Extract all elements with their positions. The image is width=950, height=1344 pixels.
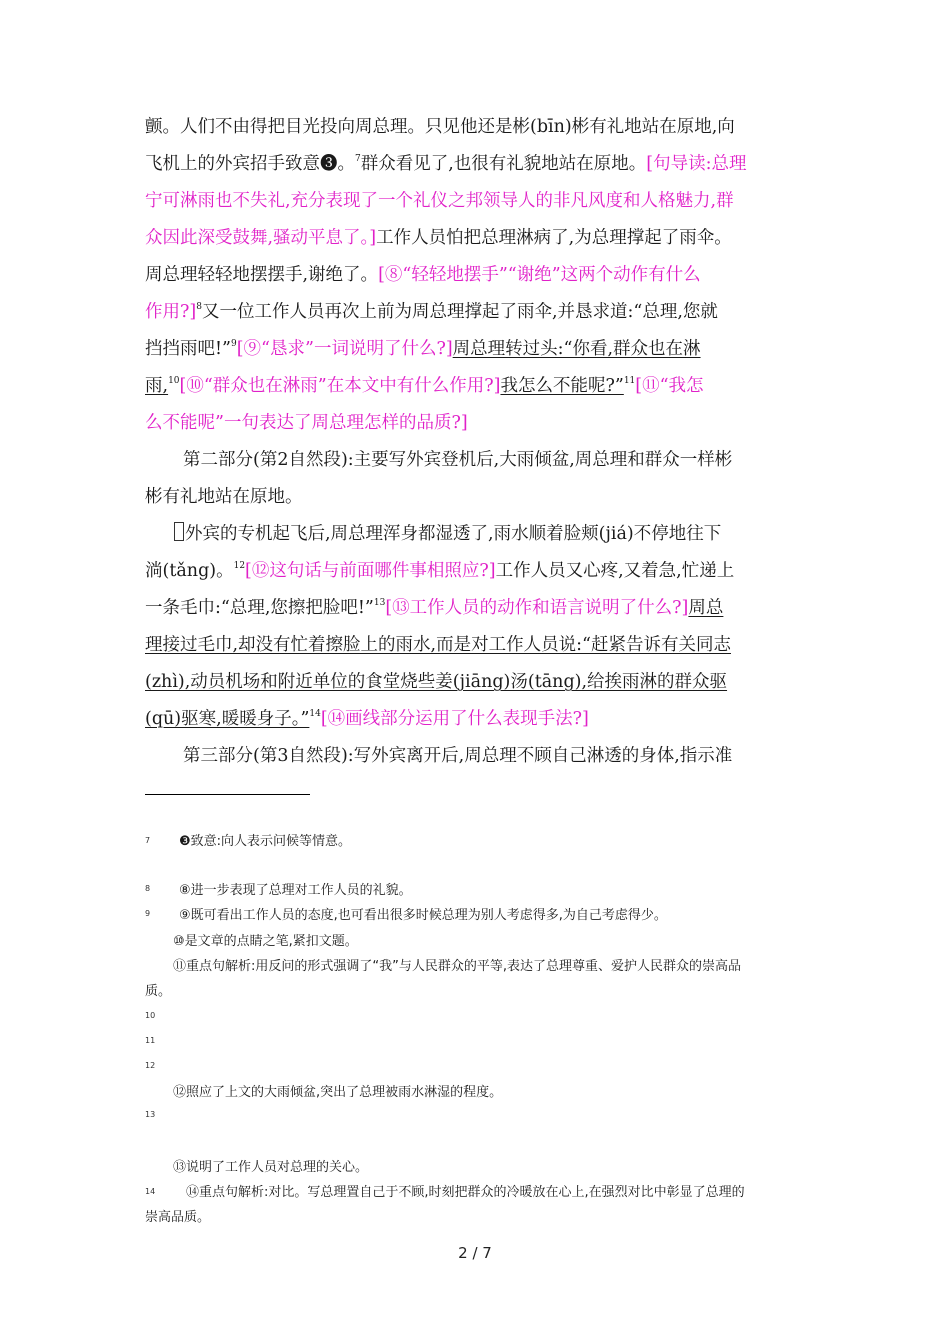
body-line-11: 彬有礼地站在原地。 [145, 487, 303, 507]
body-line-12: 外宾的专机起飞后,周总理浑身都湿透了,雨水顺着脸颊(jiá)不停地往下 [174, 522, 844, 546]
body-line-14: 一条毛巾:“总理,您擦把脸吧!”$^{13}$[⑬工作人员的动作和语言说明了什么?]周总 [145, 598, 724, 618]
footnote-8: ⑧进一步表现了总理对工作人员的礼貌。 [179, 883, 412, 898]
question-12: [⑫这句话与前面哪件事相照应?] [245, 561, 496, 581]
page-number: 2 / 7 [458, 1244, 492, 1262]
question-13: [⑬工作人员的动作和语言说明了什么?] [385, 598, 689, 618]
missing-glyph-box [174, 522, 184, 541]
body-line-13: 淌(tǎng)。$^{12}$[⑫这句话与前面哪件事相照应?]工作人员又心疼,又着急,忙递上 [145, 561, 735, 581]
body-line-16: (zhì),动员机场和附近单位的食堂烧些姜(jiāng)汤(tāng),给挨雨淋的群众驱 [145, 672, 728, 692]
question-9: [⑨“恳求”一词说明了什么?] [236, 339, 453, 359]
section-3-summary: 第三部分(第3自然段):写外宾离开后,周总理不顾自己淋透的身体,指示准 [183, 746, 733, 766]
guide-annotation: [句导读:总理 [646, 154, 747, 174]
body-line-17: (qū)驱寒,暖暖身子。”$^{14}$[⑭画线部分运用了什么表现手法?] [145, 709, 589, 729]
body-line-8: 雨,$^{10}$[⑩“群众也在淋雨”在本文中有什么作用?]我怎么不能呢?”$^{11}$[⑪“我怎 [145, 376, 704, 396]
footnote-separator [145, 794, 310, 795]
underlined-quote: 周总理转过头:“你看,群众也在淋 [452, 339, 701, 359]
footnote-number-14: 14 [145, 1187, 156, 1196]
footnote-number-12: 12 [145, 1061, 156, 1070]
footnote-number-11: 11 [145, 1036, 156, 1045]
footnote-13: ⑬说明了工作人员对总理的关心。 [173, 1160, 369, 1175]
body-line-9: 么不能呢”一句表达了周总理怎样的品质?] [145, 413, 468, 433]
body-line-1: 颤。人们不由得把目光投向周总理。只见他还是彬(bīn)彬有礼地站在原地,向 [145, 117, 735, 137]
body-line-3: 宁可淋雨也不失礼,充分表现了一个礼仪之邦领导人的非凡风度和人格魅力,群 [145, 191, 734, 211]
body-line-6: 作用?]$^8$又一位工作人员再次上前为周总理撑起了雨伞,并恳求道:“总理,您就 [145, 302, 718, 322]
footnote-7: ❸致意:向人表示问候等情意。 [179, 834, 352, 849]
footnote-number-13: 13 [145, 1110, 156, 1119]
body-line-15: 理接过毛巾,却没有忙着擦脸上的雨水,而是对工作人员说:“赶紧告诉有关同志 [145, 635, 731, 655]
footnote-14: ⑭重点句解析:对比。写总理置自己于不顾,时刻把群众的冷暖放在心上,在强烈对比中彰显了总理的 [186, 1185, 745, 1200]
footnote-11: ⑪重点句解析:用反问的形式强调了“我”与人民群众的平等,表达了总理尊重、爱护人民群众的崇高品 [173, 959, 741, 974]
question-14: [⑭画线部分运用了什么表现手法?] [320, 709, 589, 729]
footnote-number-8: 8 [145, 884, 151, 893]
footnote-9: ⑨既可看出工作人员的态度,也可看出很多时候总理为别人考虑得多,为自己考虑得少。 [179, 908, 667, 923]
question-11: [⑪“我怎 [635, 376, 704, 396]
body-line-2: 飞机上的外宾招手致意❸。$^7$群众看见了,也很有礼貌地站在原地。[句导读:总理 [145, 154, 747, 174]
body-line-7: 挡挡雨吧!”$^9$[⑨“恳求”一词说明了什么?]周总理转过头:“你看,群众也在淋 [145, 339, 701, 359]
question-10: [⑩“群众也在淋雨”在本文中有什么作用?] [179, 376, 501, 396]
question-8: [⑧“轻轻地摆手”“谢绝”这两个动作有什么 [378, 265, 701, 285]
underlined-quote-end: 我怎么不能呢?” [500, 376, 624, 396]
body-line-5: 周总理轻轻地摆摆手,谢绝了。[⑧“轻轻地摆手”“谢绝”这两个动作有什么 [145, 265, 701, 285]
footnote-14-cont: 崇高品质。 [145, 1210, 211, 1225]
footnote-11-cont: 质。 [145, 984, 172, 999]
footnote-10: ⑩是文章的点睛之笔,紧扣文题。 [173, 934, 358, 949]
footnote-12: ⑫照应了上文的大雨倾盆,突出了总理被雨水淋湿的程度。 [173, 1085, 503, 1100]
body-line-4: 众因此深受鼓舞,骚动平息了。]工作人员怕把总理淋病了,为总理撑起了雨伞。 [145, 228, 732, 248]
footnote-number-10: 10 [145, 1011, 156, 1020]
footnote-number-7: 7 [145, 836, 151, 845]
section-2-summary: 第二部分(第2自然段):主要写外宾登机后,大雨倾盆,周总理和群众一样彬 [183, 450, 733, 470]
footnote-number-9: 9 [145, 909, 151, 918]
